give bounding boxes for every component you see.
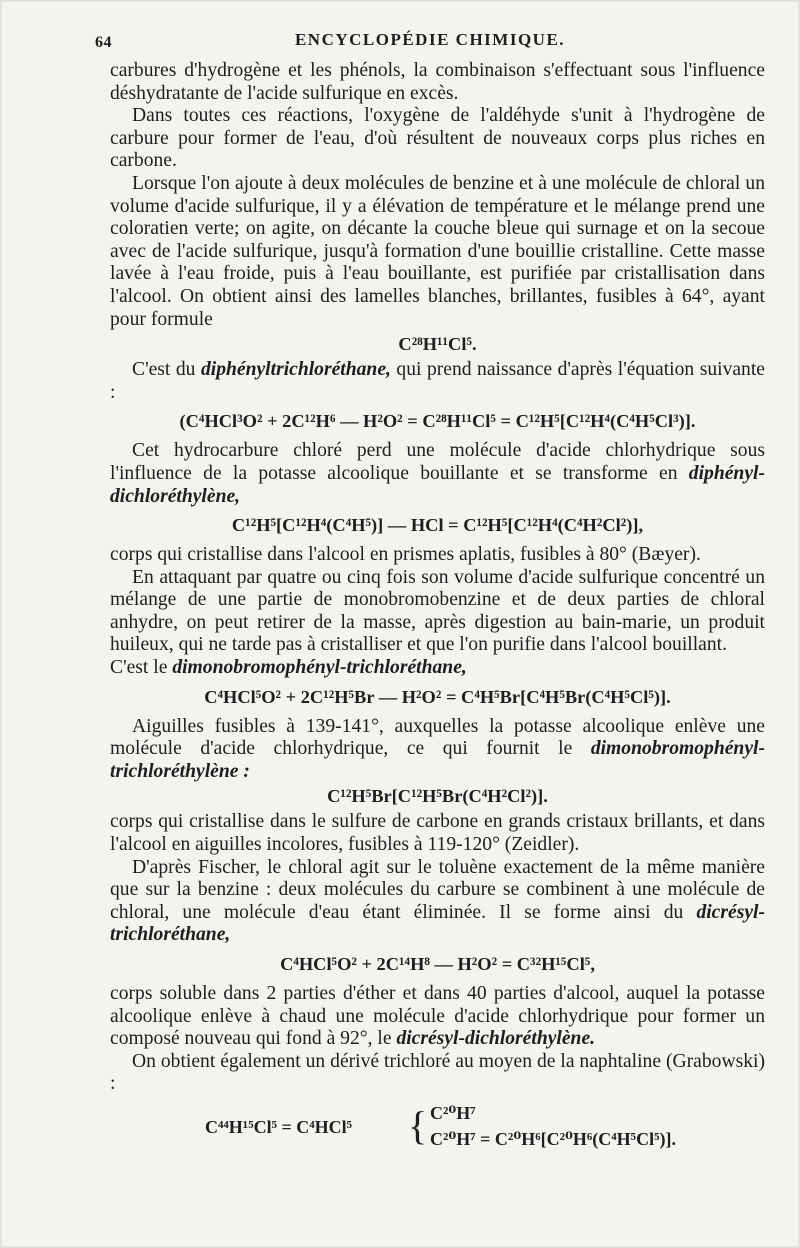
compound-name: dimonobromophényl-trichloréthylène : [110, 738, 765, 782]
paragraph-4 [110, 359, 765, 404]
paragraph-6: corps qui cristallise dans l'alcool en prismes aplatis, fusibles à 80° (Bæyer). [110, 544, 701, 566]
equation-lhs: C⁴⁴H¹⁵Cl⁵ = C⁴HCl⁵ [205, 1116, 353, 1137]
paragraph-11 [110, 857, 765, 947]
text-run: qui prend naissance d'après l'équation suivante : [110, 359, 765, 403]
page-body [110, 60, 765, 1154]
equation-2: C¹²H⁵[C¹²H⁴(C⁴H⁵)] — HCl = C¹²H⁵[C¹²H⁴(C⁴H²Cl²)], [231, 515, 644, 536]
equation-5-braced [205, 1102, 765, 1154]
compound-name: dicrésyl-dichloréthylène. [396, 1028, 596, 1050]
text-run: D'après Fischer, le chloral agit sur le toluène exactement de la même manière que sur la benzine : deux molécules du carbure se combinent à une molécule de chloral, une molécule d'eau étant éliminée. Il se forme ainsi du [110, 856, 765, 923]
page-number: 64 [95, 34, 112, 51]
compound-name: diphényltrichloréthane, [200, 359, 391, 381]
compound-name: dimonobromophényl-trichloréthane, [172, 657, 467, 679]
running-header [95, 30, 765, 58]
paragraph-7: En attaquant par quatre ou cinq fois son volume d'acide sulfurique concentré un mélange de une partie de monobromobenzine et de deux parties de chloral anhydre, on peut retirer de la masse, après digestion au bain-marie, un produit huileux, qui ne tarde pas à cristalliser et que l'on purifie dans l'alcool bouillant. [110, 566, 765, 656]
paragraph-1: carbures d'hydrogène et les phénols, la combinaison s'effectuant sous l'influence déshydratante de l'acide sulfurique en excès. [110, 60, 765, 104]
text-run: C'est le [110, 657, 173, 679]
equation-branch-1: C²⁰H⁷ [430, 1102, 476, 1123]
formula-diphenyltrichlorethane: C²⁸H¹¹Cl⁵. [398, 334, 477, 355]
text-run: C'est du [132, 359, 201, 381]
compound-name: dicrésyl-trichloréthane, [110, 901, 765, 946]
paragraph-9 [110, 716, 765, 784]
paragraph-12 [110, 983, 765, 1051]
compound-name: diphényl-dichloréthylène, [110, 462, 765, 507]
text-run: Aiguilles fusibles à 139-141°, auxquelles la potasse alcoolique enlève une molécule d'acide chlorhydrique, ce qui fournit le [110, 715, 765, 760]
equation-4: C⁴HCl⁵O² + 2C¹⁴H⁸ — H²O² = C³²H¹⁵Cl⁵, [280, 954, 595, 974]
equation-3: C⁴HCl⁵O² + 2C¹²H⁵Br — H²O² = C⁴H⁵Br[C⁴H⁵Br(C⁴H⁵Cl⁵)]. [204, 686, 671, 707]
formula-trichlorethylene: C¹²H⁵Br[C¹²H⁵Br(C⁴H²Cl²)]. [327, 786, 548, 807]
paragraph-10: corps qui cristallise dans le sulfure de carbone en grands cristaux brillants, et dans l'alcool en aiguilles incolores, fusibles à 119-120° (Zeidler). [110, 811, 765, 856]
paragraph-13: On obtient également un dérivé trichloré au moyen de la naphtaline (Grabowski) : [110, 1050, 765, 1095]
brace-glyph: { [408, 1102, 428, 1148]
paragraph-8 [110, 657, 765, 680]
equation-1: (C⁴HCl³O² + 2C¹²H⁶ — H²O² = C²⁸H¹¹Cl⁵ = C¹²H⁵[C¹²H⁴(C⁴H⁵Cl³)]. [179, 411, 696, 432]
running-title: ENCYCLOPÉDIE CHIMIQUE. [294, 30, 566, 49]
paragraph-2: Dans toutes ces réactions, l'oxygène de l'aldéhyde s'unit à l'hydrogène de carbure pour former de l'eau, d'où résultent de nouveaux corps plus riches en carbone. [110, 105, 765, 172]
paragraph-5 [110, 440, 765, 508]
text-run: corps soluble dans 2 parties d'éther et dans 40 parties d'alcool, auquel la potasse alcoolique enlève à chaud une molécule d'acide chlorhydrique pour former un composé nouveau qui fond à 92°, le [110, 983, 765, 1050]
paragraph-3: Lorsque l'on ajoute à deux molécules de benzine et à une molécule de chloral un volume d'acide sulfurique, il y a élévation de température et le mélange prend une coloratien verte; on agite, on décante la couche bleue qui surnage et on la secoue avec de l'acide sulfurique, jusqu'à formation d'une bouillie cristalline. Cette masse lavée à l'eau froide, puis à l'eau bouillante, est purifiée par cristallisation dans l'alcool. On obtient ainsi des lamelles blanches, brillantes, fusibles à 64°, ayant pour formule [110, 172, 765, 330]
text-run: Cet hydrocarbure chloré perd une molécule d'acide chlorhydrique sous l'influence de la potasse alcoolique bouillante et se transforme en [110, 440, 765, 484]
equation-branch-2: C²⁰H⁷ = C²⁰H⁶[C²⁰H⁶(C⁴H⁵Cl⁵)]. [430, 1128, 676, 1149]
